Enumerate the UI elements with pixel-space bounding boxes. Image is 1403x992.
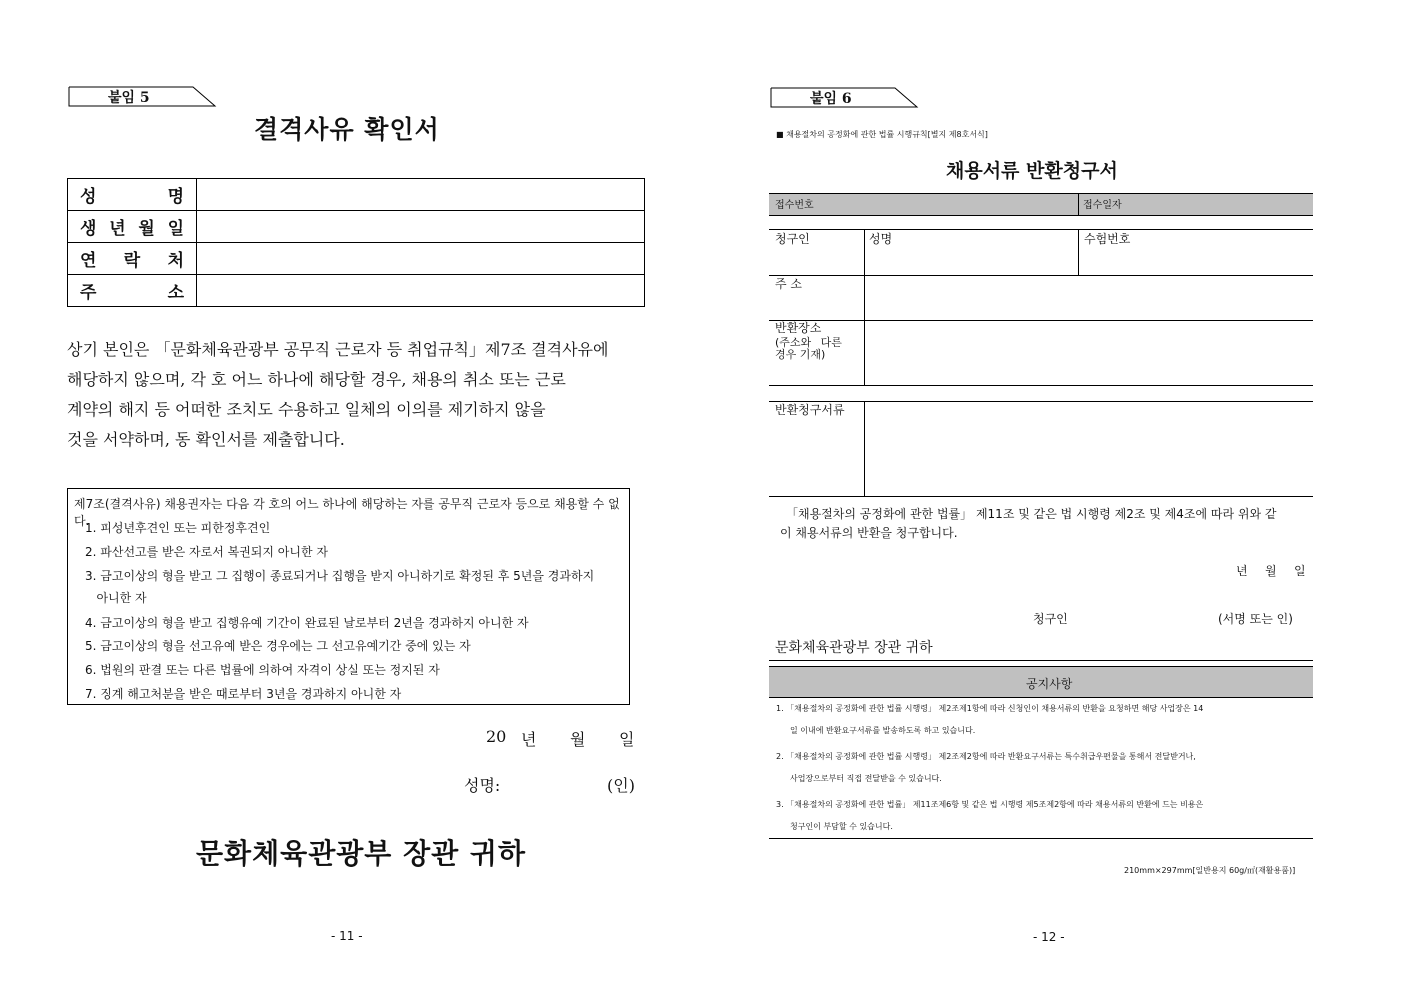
name-label: 성명	[869, 232, 893, 246]
rule-item: 5. 금고이상의 형을 선고유예 받은 경우에는 그 선고유예기간 중에 있는 자	[85, 639, 471, 653]
rule-item: 1. 피성년후견인 또는 피한정후견인	[85, 521, 271, 535]
rule-item: 4. 금고이상의 형을 받고 집행유예 기간이 완료된 날로부터 2년을 경과하지 아니한 자	[85, 616, 529, 630]
name-input-cell[interactable]	[197, 179, 645, 211]
label-char: 월	[138, 219, 155, 239]
claimant-label: 청구인	[775, 232, 810, 246]
date-prefix: 20	[486, 727, 507, 746]
return-place-field[interactable]	[866, 322, 1312, 384]
contact-input-cell[interactable]	[197, 243, 645, 275]
divider	[769, 193, 1313, 194]
label-char: 주	[80, 283, 97, 303]
date-year: 년	[521, 730, 537, 749]
claimant-sign-label: 청구인	[1033, 612, 1068, 626]
label-char: 소	[167, 283, 184, 303]
attachment-tab-6	[770, 87, 920, 107]
addressee: 문화체육관광부 장관 귀하	[196, 837, 527, 870]
label-char: 년	[109, 219, 126, 239]
notice-item: 2. 「채용절차의 공정화에 관한 법률 시행령」 제2조제2항에 따라 반환요구서류는 특수취급우편물을 통해서 전달받거나,	[776, 752, 1196, 761]
paper-spec: 210mm×297mm[일반용지 60g/㎡(재활용품)]	[1124, 866, 1296, 875]
divider	[769, 320, 1313, 321]
divider	[769, 275, 1313, 276]
field-label-address	[68, 275, 197, 307]
page-number: - 12 -	[1033, 930, 1065, 944]
table-row	[68, 275, 645, 307]
receipt-date-label: 접수일자	[1083, 200, 1122, 211]
tab-label: 붙임 5	[108, 90, 150, 106]
divider	[769, 838, 1313, 839]
exam-number-field[interactable]	[1080, 246, 1312, 274]
label-char: 처	[167, 251, 184, 271]
field-label-name	[68, 179, 197, 211]
notice-item-continued: 사업장으로부터 직접 전달받을 수 있습니다.	[790, 774, 942, 783]
notice-item-continued: 청구인이 부담할 수 있습니다.	[790, 822, 893, 831]
pledge-paragraph	[67, 335, 639, 455]
notice-item-continued: 일 이내에 반환요구서류를 발송하도록 하고 있습니다.	[790, 726, 976, 735]
date-month: 월	[570, 730, 586, 749]
signature-label: 성명:	[464, 776, 501, 795]
rule-item-continued: 아니한 자	[85, 591, 147, 605]
notice-item: 1. 「채용절차의 공정화에 관한 법률 시행령」 제2조제1항에 따라 신청인이 채용서류의 반환을 요청하면 해당 사업장은 14	[776, 704, 1204, 713]
page-title: 결격사유 확인서	[254, 115, 440, 144]
birthdate-input-cell[interactable]	[197, 211, 645, 243]
seal-mark: (인)	[607, 776, 635, 795]
divider	[864, 229, 865, 386]
sign-note: (서명 또는 인)	[1218, 612, 1293, 626]
attachment-tab-5	[68, 86, 218, 106]
rule-item: 7. 징계 해고처분을 받은 때로부터 3년을 경과하지 아니한 자	[85, 687, 402, 701]
divider	[769, 697, 1313, 698]
address-input-cell[interactable]	[197, 275, 645, 307]
date-month: 월	[1265, 564, 1277, 578]
field-label-contact	[68, 243, 197, 275]
address-field[interactable]	[866, 277, 1312, 319]
addressee: 문화체육관광부 장관 귀하	[775, 640, 933, 656]
divider	[769, 401, 1313, 402]
table-row	[68, 211, 645, 243]
divider	[769, 229, 1313, 230]
address-label: 주 소	[775, 277, 802, 291]
rule-item: 3. 금고이상의 형을 받고 그 집행이 종료되거나 집행을 받지 아니하기로 확정된 후 5년을 경과하지	[85, 569, 595, 583]
label-char: 생	[80, 219, 97, 239]
request-statement: 「채용절차의 공정화에 관한 법률」 제11조 및 같은 법 시행령 제2조 및 제4조에 따라 위와 같	[786, 507, 1277, 521]
notice-title: 공지사항	[1026, 677, 1073, 691]
divider	[769, 496, 1313, 497]
exam-number-label: 수험번호	[1084, 232, 1131, 246]
date-day: 일	[619, 730, 635, 749]
return-place-label: 반환장소	[775, 321, 822, 335]
table-row	[68, 243, 645, 275]
divider	[769, 666, 1313, 667]
date-year: 년	[1236, 564, 1248, 578]
tab-label: 붙임 6	[810, 91, 852, 107]
return-place-note: 경우 기재)	[775, 348, 826, 361]
name-field[interactable]	[866, 246, 1076, 274]
date-day: 일	[1294, 564, 1306, 578]
field-label-birthdate	[68, 211, 197, 243]
label-char: 명	[167, 187, 184, 207]
receipt-number-label: 접수번호	[775, 200, 814, 211]
label-char: 연	[80, 251, 97, 271]
pledge-line: 해당하지 않으며, 각 호 어느 하나에 해당할 경우, 채용의 취소 또는 근로	[67, 370, 566, 389]
divider	[769, 215, 1313, 216]
pledge-line: 계약의 해지 등 어떠한 조치도 수용하고 일체의 이의를 제기하지 않을	[67, 400, 546, 419]
divider	[1078, 193, 1079, 215]
divider	[864, 401, 865, 496]
pledge-line: 것을 서약하며, 동 확인서를 제출합니다.	[67, 430, 345, 449]
notice-item: 3. 「채용절차의 공정화에 관한 법률」 제11조제6항 및 같은 법 시행령 제5조제2항에 따라 채용서류의 반환에 드는 비용은	[776, 800, 1204, 809]
pledge-line: 상기 본인은 「문화체육관광부 공무직 근로자 등 취업규칙」제7조 결격사유에	[67, 340, 609, 359]
request-statement: 이 채용서류의 반환을 청구합니다.	[780, 526, 958, 540]
return-documents-label: 반환청구서류	[775, 403, 845, 417]
divider	[769, 385, 1313, 386]
divider	[769, 660, 1313, 661]
form-title: 채용서류 반환청구서	[946, 160, 1118, 182]
rules-heading: 제7조(결격사유) 채용권자는 다음 각 호의 어느 하나에 해당하는 자를 공무직 근로자 등으로 채용할 수 없다.	[74, 497, 620, 528]
return-place-note: (주소와 다른	[775, 336, 842, 349]
return-documents-field[interactable]	[866, 403, 1312, 495]
page-number: - 11 -	[331, 929, 363, 943]
label-char: 일	[167, 219, 184, 239]
table-row	[68, 179, 645, 211]
rule-item: 6. 법원의 판결 또는 다른 법률에 의하여 자격이 상실 또는 정지된 자	[85, 663, 440, 677]
label-char: 성	[80, 187, 97, 207]
rule-item: 2. 파산선고를 받은 자로서 복권되지 아니한 자	[85, 545, 328, 559]
personal-info-table	[67, 178, 645, 307]
label-char: 락	[123, 251, 141, 271]
divider	[1078, 229, 1079, 275]
receipt-row	[769, 193, 1313, 215]
form-reference-note: ■ 채용절차의 공정화에 관한 법률 시행규칙[별지 제8호서식]	[776, 130, 988, 139]
disqualification-rules-box	[67, 488, 630, 705]
